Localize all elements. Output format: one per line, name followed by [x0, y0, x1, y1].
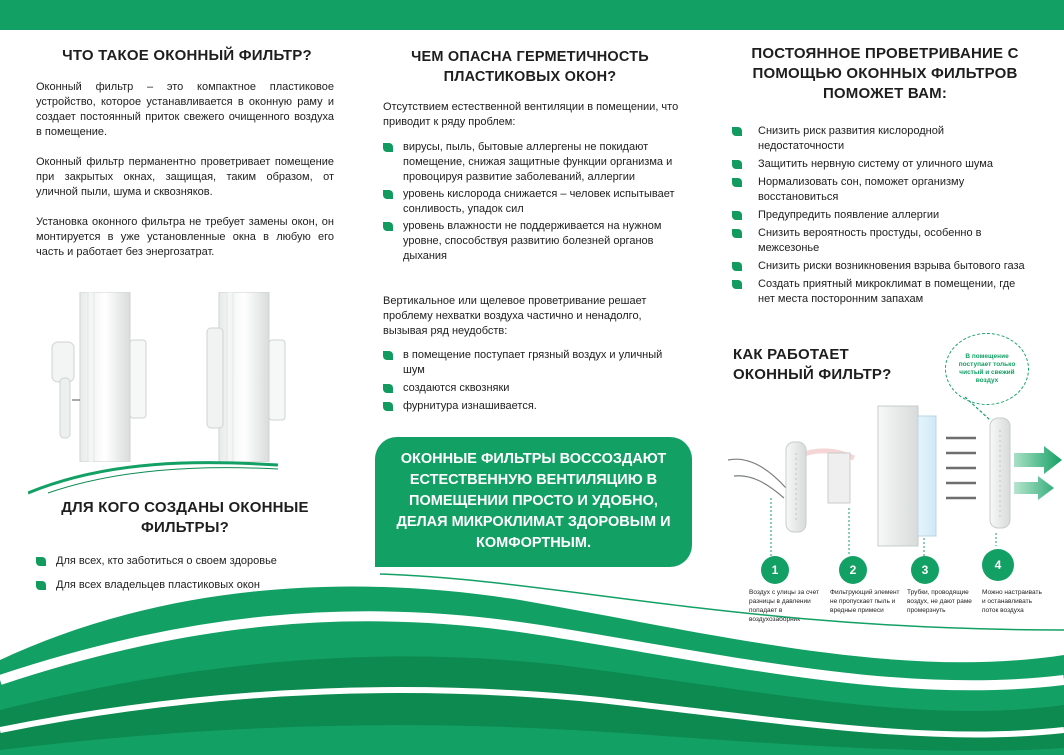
leaf-bullet-icon	[383, 402, 393, 411]
what-is-filter-body	[36, 80, 334, 275]
leaf-bullet-icon	[383, 143, 393, 152]
list-item: уровень влажности не поддерживается на нужном уровне, способствуя развитию болезней органов дыхания	[383, 219, 683, 264]
leaf-bullet-icon	[383, 384, 393, 393]
benefits-title: ПОСТОЯННОЕ ПРОВЕТРИВАНИЕ С ПОМОЩЬЮ ОКОННЫХ ФИЛЬТРОВ ПОМОЖЕТ ВАМ:	[751, 45, 1019, 102]
list-item: Предупредить появление аллергии	[732, 208, 1032, 223]
leaf-bullet-icon	[732, 211, 742, 220]
highlight-box	[375, 437, 692, 567]
paragraph: Оконный фильтр – это компактное пластиковое устройство, которое устанавливается в оконную раму и создает постоянный приток свежего очищенного воздуха в помещение.	[36, 81, 334, 138]
leaf-bullet-icon	[732, 178, 742, 187]
bottom-wave-decoration	[0, 560, 1064, 755]
step-caption: Воздух с улицы за счет разницы в давлении попадает в воздухозаборник	[749, 589, 819, 623]
leaf-bullet-icon	[732, 127, 742, 136]
how-it-works-title: КАК РАБОТАЕТ ОКОННЫЙ ФИЛЬТР?	[733, 346, 892, 383]
ventilation-paragraph: Вертикальное или щелевое проветривание решает проблему нехватки воздуха частично и ненадолго, вызывая ряд неудобств:	[383, 295, 647, 337]
paragraph: Оконный фильтр перманентно проветривает помещение при закрытых окнах, защищая, таким образом, от уличной пыли, шума и сквозняков.	[36, 156, 334, 198]
list-item: Нормализовать сон, поможет организму восстановиться	[732, 175, 1032, 205]
leaf-bullet-icon	[732, 280, 742, 289]
airtight-danger-title: ЧЕМ ОПАСНА ГЕРМЕТИЧНОСТЬ ПЛАСТИКОВЫХ ОКОН?	[411, 49, 649, 85]
step-caption: Можно настраивать и останавливать поток воздуха	[982, 589, 1042, 614]
step-badge: 2	[839, 556, 867, 584]
list-item: Защитить нервную систему от уличного шума	[732, 157, 1032, 172]
leaf-bullet-icon	[383, 222, 393, 231]
green-swoosh	[28, 455, 338, 495]
leaf-bullet-icon	[732, 229, 742, 238]
bubble-text: В помещение поступает только чистый и свежий воздух	[958, 353, 1016, 384]
step-caption: Фильтрующий элемент не пропускает пыль и вредные примеси	[830, 589, 900, 614]
what-is-filter-title: ЧТО ТАКОЕ ОКОННЫЙ ФИЛЬТР?	[62, 47, 312, 64]
list-item: уровень кислорода снижается – человек испытывает сонливость, упадок сил	[383, 187, 683, 217]
list-item: вирусы, пыль, бытовые аллергены не покидают помещение, снижая защитные функции организма и провоцируя развитие заболеваний, аллергии	[383, 140, 683, 185]
list-item: в помещение поступает грязный воздух и уличный шум	[383, 348, 683, 378]
leaf-bullet-icon	[383, 351, 393, 360]
step-caption: Трубки, проводящие воздух, не дают раме промерзнуть	[907, 589, 972, 614]
list-item: создаются сквозняки	[383, 381, 683, 396]
paragraph: Установка оконного фильтра не требует замены окон, он монтируется в уже установленные окна в любую его часть и работает без энергозатрат.	[36, 216, 334, 258]
top-green-band	[0, 0, 1064, 30]
step-badge: 3	[911, 556, 939, 584]
problems-list	[383, 140, 683, 266]
benefits-list	[732, 124, 1032, 310]
leaf-bullet-icon	[732, 262, 742, 271]
list-item: Для всех владельцев пластиковых окон	[36, 578, 336, 593]
list-item: Снизить вероятность простуды, особенно в межсезонье	[732, 226, 1032, 256]
filter-diagram	[728, 398, 1064, 563]
problems-intro: Отсутствием естественной вентиляции в помещении, что приводит к ряду проблем:	[383, 101, 679, 128]
list-item: фурнитура изнашивается.	[383, 399, 683, 414]
list-item: Снизить риски возникновения взрыва бытового газа	[732, 259, 1032, 274]
list-item: Снизить риск развития кислородной недостаточности	[732, 124, 1032, 154]
window-filter-photo-1	[50, 292, 165, 462]
leaf-bullet-icon	[732, 160, 742, 169]
step-badge: 1	[761, 556, 789, 584]
leaf-bullet-icon	[383, 190, 393, 199]
inconveniences-list	[383, 348, 683, 417]
window-filter-photo-2	[205, 292, 290, 462]
step-badge: 4	[982, 549, 1014, 581]
highlight-text: ОКОННЫЕ ФИЛЬТРЫ ВОССОЗДАЮТ ЕСТЕСТВЕННУЮ ВЕНТИЛЯЦИЮ В ПОМЕЩЕНИИ ПРОСТО И УДОБНО, ДЕЛАЯ МИКРОКЛИМАТ ЗДОРОВЫМ И КОМФОРТНЫМ.	[396, 451, 671, 551]
list-item: Для всех, кто заботиться о своем здоровье	[36, 554, 336, 569]
who-is-it-for-title: ДЛЯ КОГО СОЗДАНЫ ОКОННЫЕ ФИЛЬТРЫ?	[61, 499, 309, 536]
list-item: Создать приятный микроклимат в помещении, где нет места посторонним запахам	[732, 277, 1032, 307]
